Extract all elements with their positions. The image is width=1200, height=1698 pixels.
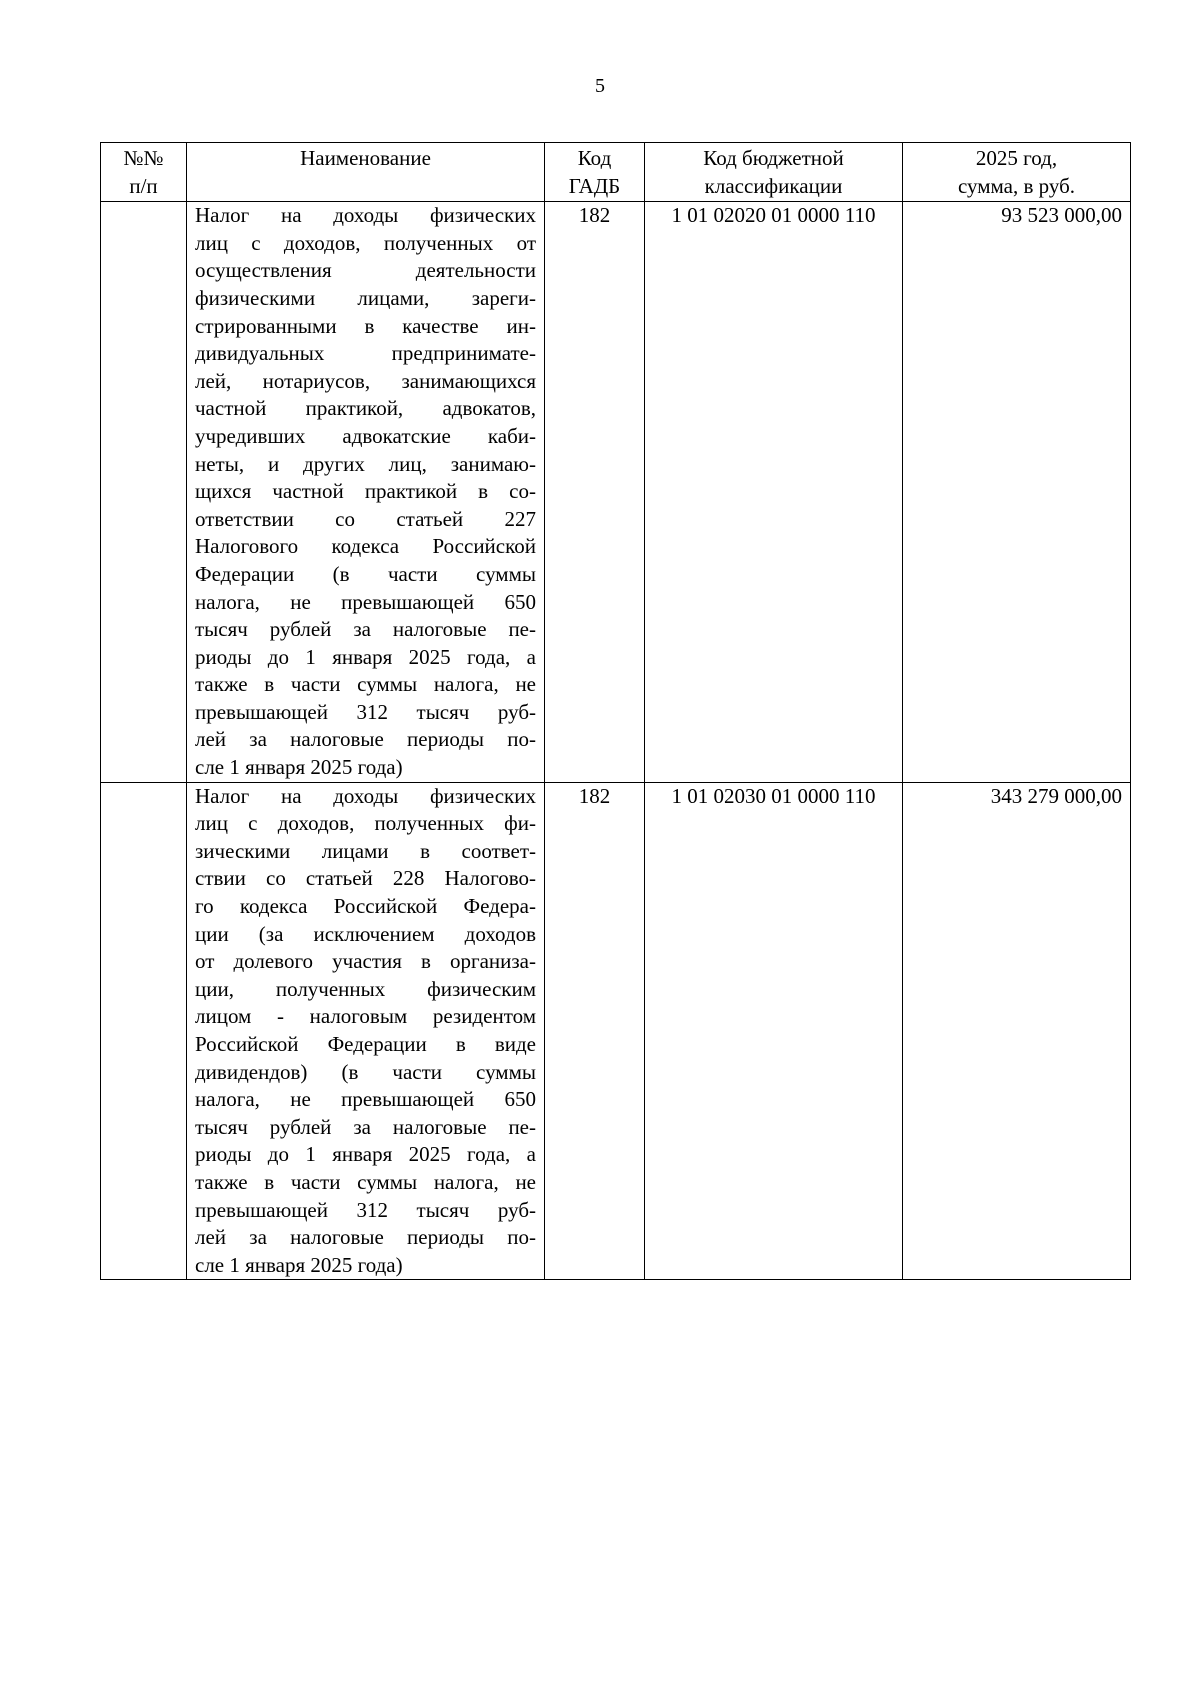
name-line: Налог на доходы физических	[195, 203, 536, 228]
name-line: ствии со статьей 228 Налогово-	[195, 866, 536, 891]
row-gadb-cell: 182	[545, 782, 645, 1280]
name-line: тысяч рублей за налоговые пе-	[195, 617, 536, 642]
name-line: также в части суммы налога, не	[195, 1169, 536, 1194]
name-line: дивидуальных предпринимате-	[195, 341, 536, 366]
budget-table	[100, 142, 1131, 1280]
header-name: Наименование	[187, 143, 545, 202]
name-line: лей за налоговые периоды по-	[195, 727, 536, 752]
name-line: учредивших адвокатские каби-	[195, 423, 536, 448]
name-line: лей, нотариусов, занимающихся	[195, 368, 536, 393]
name-line: го кодекса Российской Федера-	[195, 894, 536, 919]
name-line: тысяч рублей за налоговые пе-	[195, 1114, 536, 1139]
row-number-cell	[101, 782, 187, 1280]
name-line: частной практикой, адвокатов,	[195, 396, 536, 421]
name-line: налога, не превышающей 650	[195, 1087, 536, 1112]
name-line: щихся частной практикой в со-	[195, 479, 536, 504]
table-row	[101, 782, 1131, 1280]
row-sum-cell: 93 523 000,00	[903, 202, 1131, 782]
table-row	[101, 202, 1131, 782]
row-sum-cell: 343 279 000,00	[903, 782, 1131, 1280]
name-line: ции, полученных физическим	[195, 976, 536, 1001]
header-gadb: Код ГАДБ	[545, 143, 645, 202]
header-num: №№ п/п	[101, 143, 187, 202]
row-gadb-cell: 182	[545, 202, 645, 782]
name-line: стрированными в качестве ин-	[195, 313, 536, 338]
name-line: дивидендов) (в части суммы	[195, 1059, 536, 1084]
name-line: Российской Федерации в виде	[195, 1032, 536, 1056]
name-line: физическими лицами, зареги-	[195, 285, 536, 310]
name-line: лиц с доходов, полученных от	[195, 230, 536, 255]
name-line: риоды до 1 января 2025 года, а	[195, 644, 536, 669]
name-line: лей за налоговые периоды по-	[195, 1225, 536, 1250]
name-line: сле 1 января 2025 года)	[195, 1252, 403, 1277]
name-line: лиц с доходов, полученных фи-	[195, 811, 536, 836]
name-line: осуществления деятельности	[195, 258, 536, 283]
header-kbk: Код бюджетной классификации	[645, 143, 903, 202]
row-name-cell	[187, 782, 545, 1280]
name-line: Налог на доходы физических	[195, 783, 536, 808]
name-line: Федерации (в части суммы	[195, 561, 536, 586]
name-line: от долевого участия в организа-	[195, 949, 536, 974]
row-kbk-cell: 1 01 02030 01 0000 110	[645, 782, 903, 1280]
name-line: налога, не превышающей 650	[195, 589, 536, 614]
row-number-cell	[101, 202, 187, 782]
name-line: также в части суммы налога, не	[195, 672, 536, 697]
header-sum: 2025 год, сумма, в руб.	[903, 143, 1131, 202]
table-header-row	[101, 143, 1131, 202]
name-line: ции (за исключением доходов	[195, 921, 536, 946]
page-number: 5	[595, 75, 605, 97]
name-line: лицом - налоговым резидентом	[195, 1004, 536, 1029]
name-line: неты, и других лиц, занимаю-	[195, 451, 536, 476]
row-kbk-cell: 1 01 02020 01 0000 110	[645, 202, 903, 782]
name-line: риоды до 1 января 2025 года, а	[195, 1142, 536, 1167]
row-name-cell	[187, 202, 545, 782]
name-line: Налогового кодекса Российской	[195, 534, 536, 559]
name-line: превышающей 312 тысяч руб-	[195, 1197, 536, 1222]
name-line: ответствии со статьей 227	[195, 506, 536, 531]
name-line: сле 1 января 2025 года)	[195, 755, 403, 780]
name-line: превышающей 312 тысяч руб-	[195, 699, 536, 724]
name-line: зическими лицами в соответ-	[195, 838, 536, 863]
